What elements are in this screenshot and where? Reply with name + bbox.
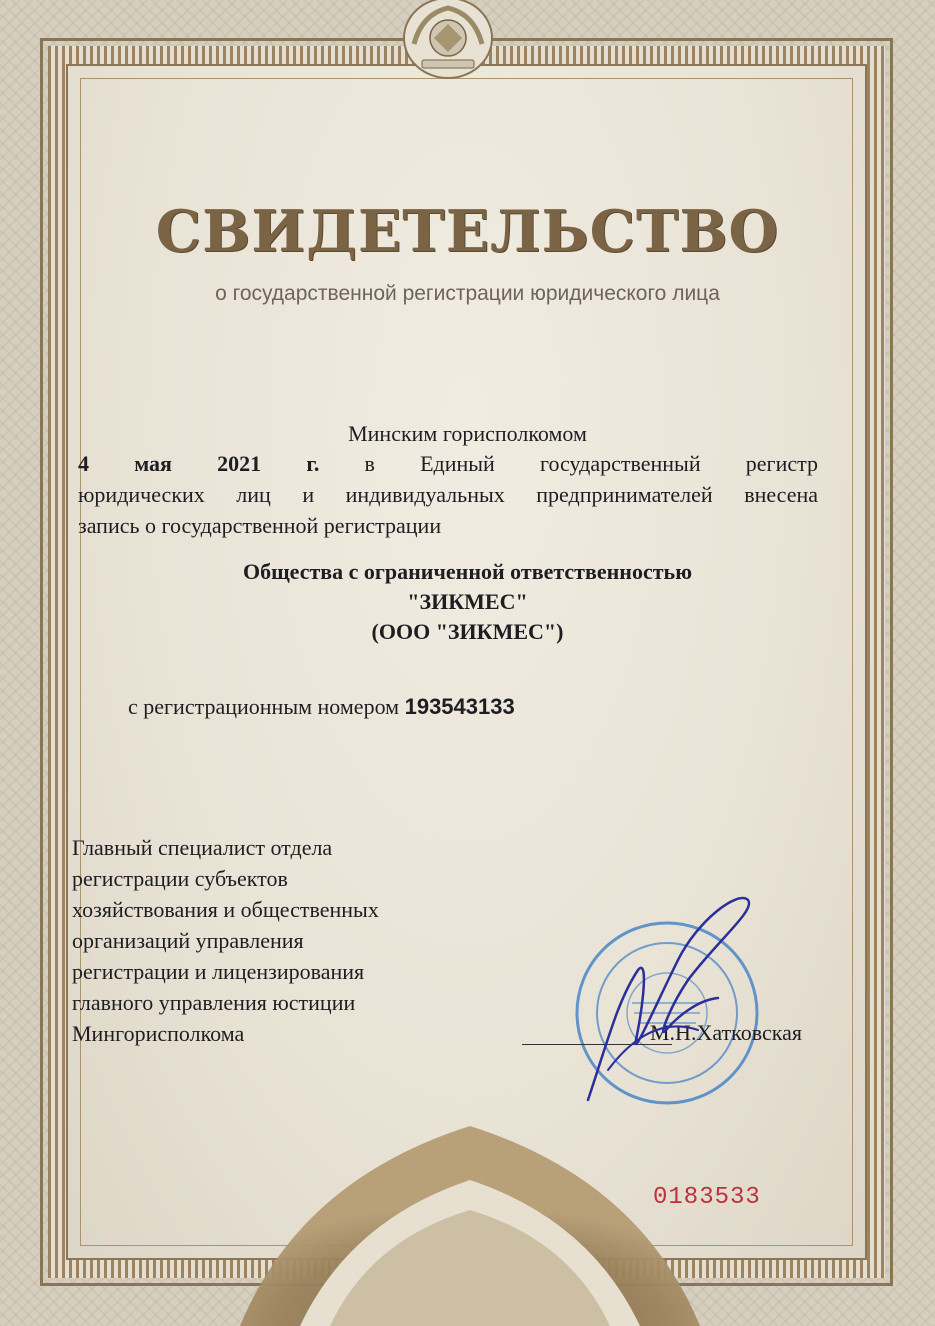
official-line: хозяйствования и общественных [72,897,379,922]
reg-number: 193543133 [404,694,515,719]
serial-number: 0183533 [653,1184,761,1211]
official-line: организаций управления [72,928,304,953]
official-position [72,832,492,1049]
official-line: регистрации и лицензирования [72,959,365,984]
official-line: Главный специалист отдела [72,835,333,860]
statement-line-1: 4 мая 2021 г. в Единый государственный регистр [78,451,819,476]
registration-number-line [128,694,515,720]
org-form: Общества с ограниченной ответственностью [242,559,693,584]
organization-name [0,557,935,647]
registration-statement [78,448,818,541]
certificate-title: СВИДЕТЕЛЬСТВО [155,198,780,265]
official-line: регистрации субъектов [72,866,288,891]
guilloche-rosette-icon [0,1100,935,1326]
statement-line-2: юридических лиц и индивидуальных предпринимателей внесена [78,482,818,507]
reg-label: с регистрационным номером [128,694,400,719]
official-line: главного управления юстиции [72,990,356,1015]
org-name: "ЗИКМЕС" [407,589,528,614]
issuer: Минским горисполкомом [348,421,587,446]
signatory-name: М.Н.Хатковская [650,1020,802,1045]
handwritten-signature-icon [548,880,788,1120]
certificate-subtitle: о государственной регистрации юридического лица [215,282,720,305]
org-short-name: (ООО "ЗИКМЕС") [371,619,564,644]
official-line: Мингорисполкома [72,1021,245,1046]
statement-line-3: запись о государственной регистрации [78,513,442,538]
state-emblem-icon [400,0,496,80]
